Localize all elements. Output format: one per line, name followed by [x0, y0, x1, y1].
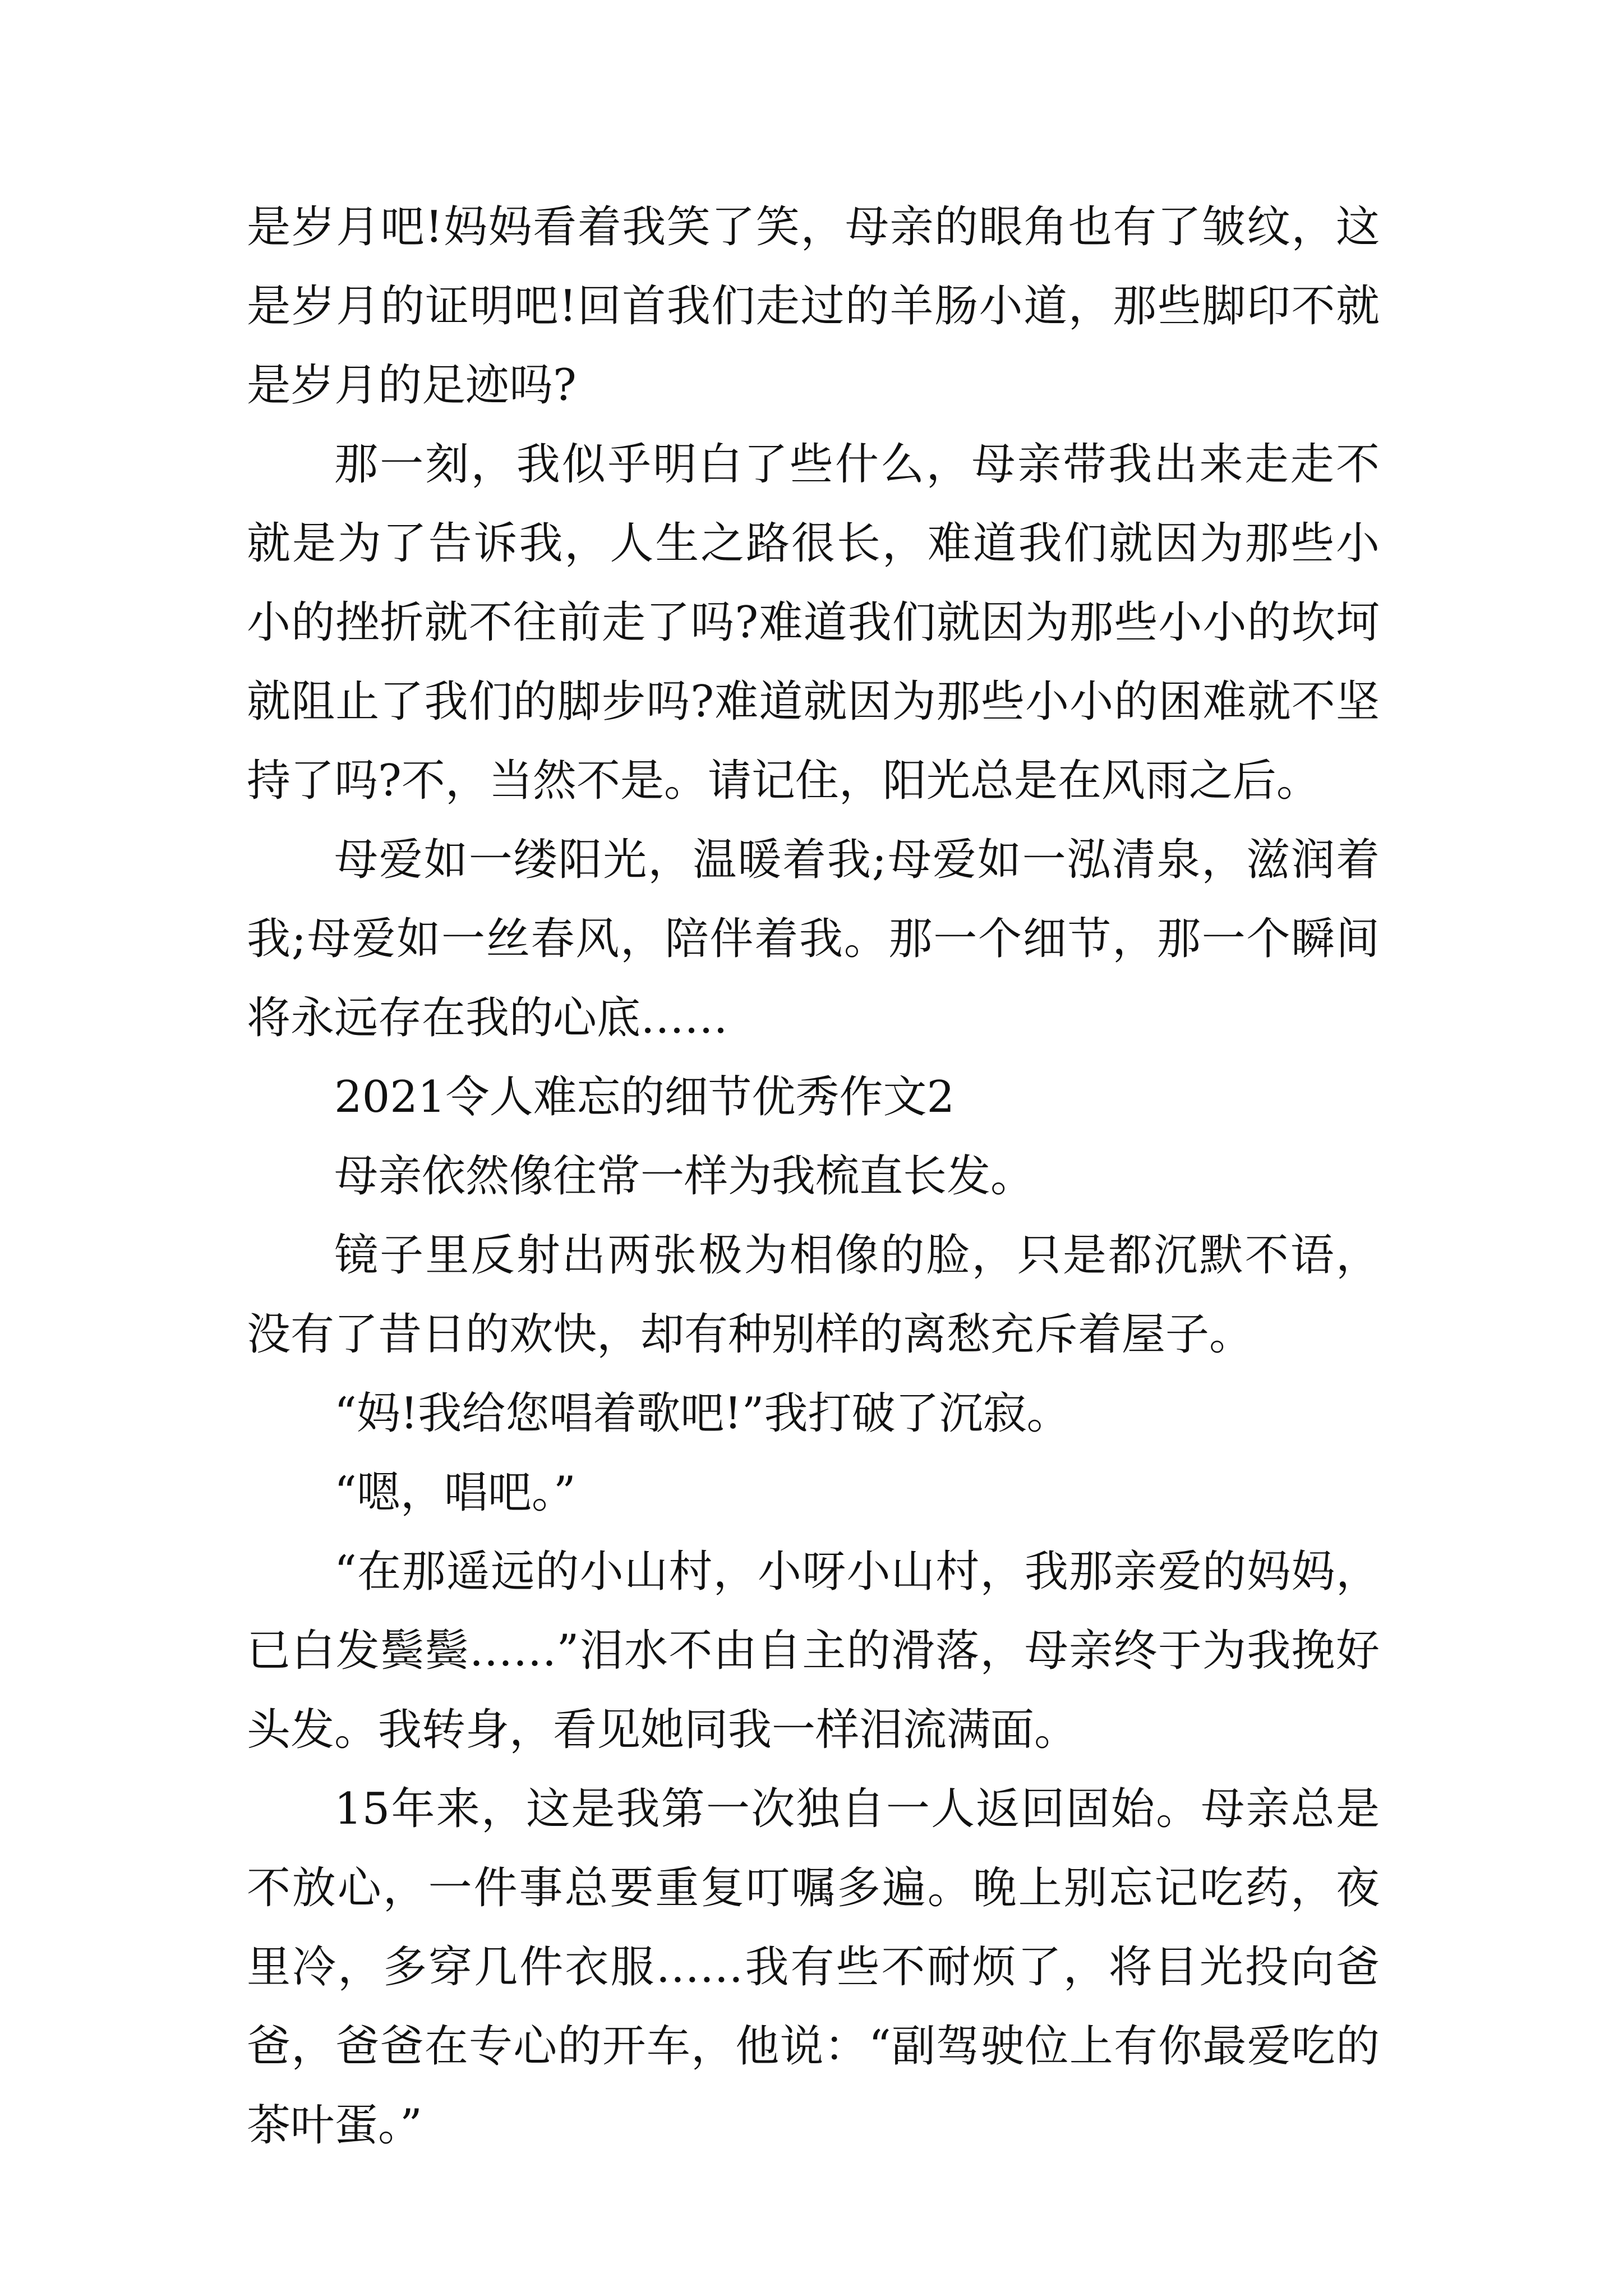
paragraph-9: 15年来，这是我第一次独自一人返回固始。母亲总是不放心，一件事总要重复叮嘱多遍。晚上别忘记吃药，夜里冷，多穿几件衣服……我有些不耐烦了，将目光投向爸爸，爸爸在专心的开车，他说：“副驾驶位上有你最爱吃的茶叶蛋。” [247, 1784, 1380, 2151]
paragraph-6: “妈!我给您唱着歌吧!”我打破了沉寂。 [334, 1388, 1071, 1439]
paragraph-1: 是岁月吧!妈妈看着我笑了笑，母亲的眼角也有了皱纹，这是岁月的证明吧!回首我们走过的羊肠小道，那些脚印不就是岁月的足迹吗? [247, 202, 1380, 411]
paragraph-7: “嗯，唱吧。” [334, 1467, 576, 1518]
paragraph-8: “在那遥远的小山村，小呀小山村，我那亲爱的妈妈，已白发鬓鬓……”泪水不由自主的滑落，母亲终于为我挽好头发。我转身，看见她同我一样泪流满面。 [247, 1547, 1380, 1755]
section-heading: 2021令人难忘的细节优秀作文2 [334, 1072, 955, 1122]
paragraph-5: 镜子里反射出两张极为相像的脸，只是都沉默不语，没有了昔日的欢快，却有种别样的离愁充斥着屋子。 [247, 1230, 1380, 1360]
paragraph-4: 母亲依然像往常一样为我梳直长发。 [334, 1151, 1035, 1202]
paragraph-3: 母爱如一缕阳光，温暖着我;母爱如一泓清泉，滋润着我;母爱如一丝春风，陪伴着我。那一个细节，那一个瞬间将永远存在我的心底…… [247, 835, 1380, 1043]
paragraph-2: 那一刻，我似乎明白了些什么，母亲带我出来走走不就是为了告诉我，人生之路很长，难道我们就因为那些小小的挫折就不往前走了吗?难道我们就因为那些小小的坎坷就阻止了我们的脚步吗?难道就因为那些小小的困难就不坚持了吗?不，当然不是。请记住，阳光总是在风雨之后。 [247, 439, 1380, 806]
document-body [247, 188, 1380, 2165]
